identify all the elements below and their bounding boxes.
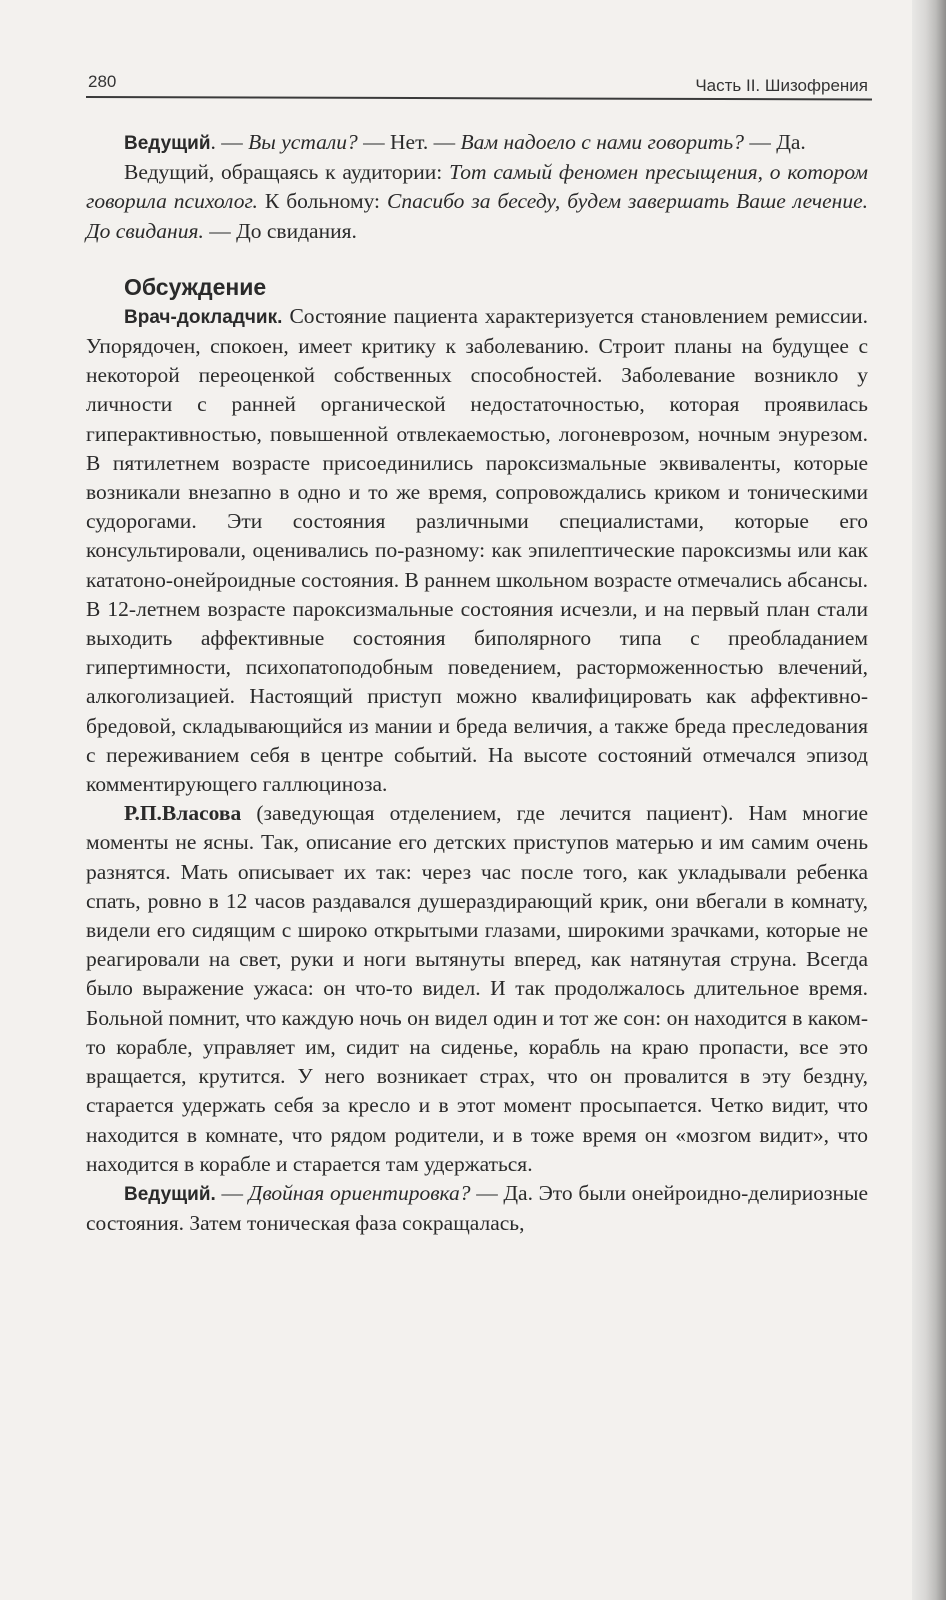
answer-2: — Да. — [743, 130, 806, 154]
speaker-reporter: Врач-докладчик. — [124, 306, 283, 328]
dialogue-paragraph-1: Ведущий. — Вы устали? — Нет. — Вам надоело с нами говорить? — Да. — [124, 130, 806, 154]
speaker-host: Ведущий — [124, 133, 211, 154]
answer-1: — Нет. — — [357, 130, 461, 154]
page-header — [88, 70, 868, 98]
question-double-orientation: Двойная ориентировка? — [248, 1180, 471, 1205]
question-1: Вы устали? — [248, 130, 358, 154]
speaker-host-2: Ведущий. — [124, 1183, 216, 1205]
running-title: Часть II. Шизофрения — [695, 76, 868, 95]
dialogue-paragraph-2: Ведущий, обращаясь к аудитории: Тот самый феномен пресыщения, о котором говорила психолог. К больному: Спасибо за беседу, будем завершать Ваше лечение. До свидания. — До свидания. — [86, 160, 869, 243]
discussion-paragraph-2: Р.П.Власова (заведующая отделением, где лечится пациент). Нам многие моменты не ясны. Так, описание его детских приступов матерью и им самим очень разнятся. Мать описывает их так: через час после того, как укладывали ребенка спать, ровно в 12 часов раздавался душераздирающий крик, они вбегали в комнату, видели его сидящим с широко открытыми глазами, широкими зрачками, которые не реагировали на свет, руки и ноги вытянуты вперед, как натянутая струна. Всегда было выражение ужаса: он что-то видел. И так продолжалось длительное время. Больной помнит, что каждую ночь он видел один и тот же сон: он находится в каком-то корабле, управляет им, сидит на сиденье, корабль на краю пропасти, все это вращается, крутится. У него возникает страх, что он провалится в эту бездну, старается удержать себя за кресло и в этот момент просыпается. Четко видит, что находится в комнате, что рядом родители, и в тоже время он «мозгом видит», что находится в корабле и старается там удержаться. — [86, 801, 868, 1176]
page-body — [86, 128, 868, 1238]
speaker-vlasova: Р.П.Власова — [124, 801, 242, 826]
discussion-paragraph-3: Ведущий. — Двойная ориентировка? — Да. Это были онейроидно-делириозные состояния. Затем тоническая фаза сокращалась, — [86, 1180, 868, 1236]
discussion-paragraph-1: Врач-докладчик. Состояние пациента характеризуется становлением ремиссии. Упорядочен, спокоен, имеет критику к заболеванию. Строит планы на будущее с некоторой переоценкой собственных способностей. Заболевание возникло у личности с ранней органической недостаточностью, которая проявилась гиперактивностью, повышенной отвлекаемостью, логоневрозом, ночным энурезом. В пятилетнем возрасте присоединились пароксизмальные эквиваленты, которые возникали внезапно в одно и то же время, сопровождались криком и тоническими судорогами. Эти состояния различными специалистами, которые его консультировали, оценивались по-разному: как эпилептические пароксизмы или как кататоно-онейроидные состояния. В раннем школьном возрасте отмечались абсансы. В 12-летнем возрасте пароксизмальные состояния исчезли, и на первый план стали выходить аффективные состояния биполярного типа с преобладанием гипертимности, психопатоподобным поведением, расторможенностью влечений, алкоголизацией. Настоящий приступ можно квалифицировать как аффективно-бредовой, складывающийся из мании и бреда величия, а также бреда преследования с переживанием себя в центре событий. На высоте состояний отмечался эпизод комментирующего галлюциноза. — [86, 303, 868, 797]
question-2: Вам надоело с нами говорить? — [460, 130, 744, 154]
section-heading: Обсуждение — [124, 273, 267, 300]
book-spine-shadow — [912, 0, 946, 1600]
page-number: 280 — [88, 72, 117, 91]
